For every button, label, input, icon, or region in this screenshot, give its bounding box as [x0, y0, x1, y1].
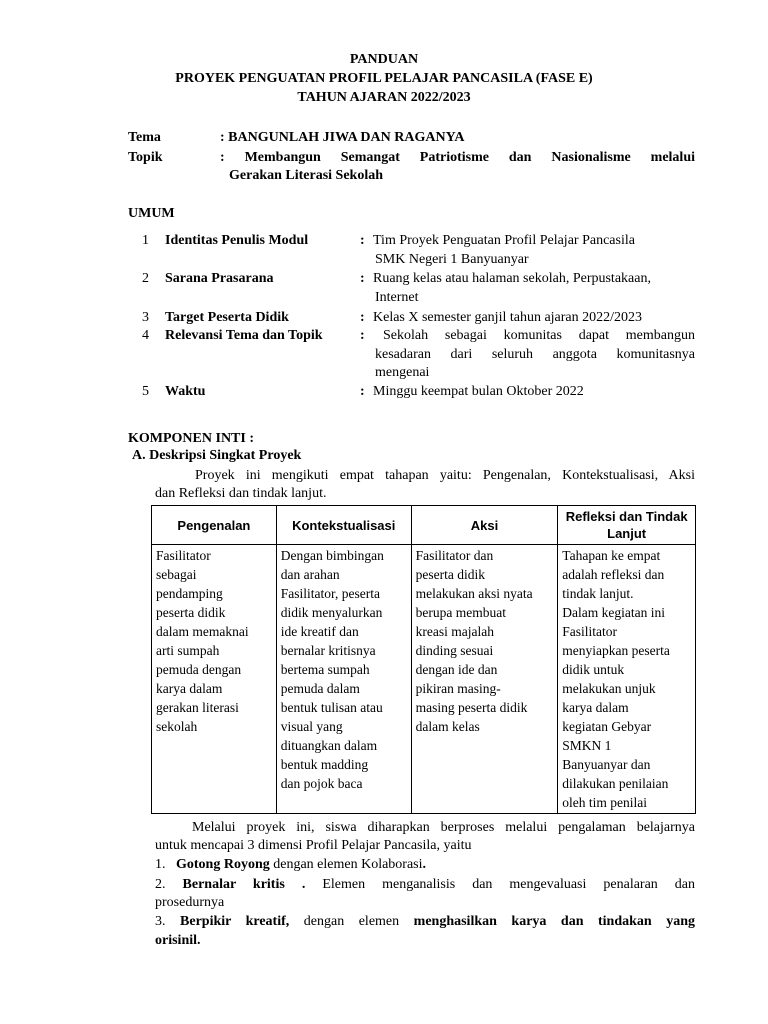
table-cell-line: Fasilitator — [562, 624, 618, 639]
list-number: 3. — [155, 914, 166, 929]
table-cell-line: kegiatan Gebyar — [562, 719, 652, 734]
umum-row-colon: : — [360, 328, 365, 343]
table-cell-line: dinding sesuai — [415, 643, 494, 658]
table-cell-line: didik menyalurkan — [280, 605, 383, 620]
umum-row-label: Identitas Penulis Modul — [165, 233, 309, 248]
table-cell — [558, 545, 696, 814]
table-row — [152, 545, 696, 814]
table-cell-line: karya dalam — [562, 700, 629, 715]
table-cell-line: dengan ide dan — [415, 662, 498, 677]
umum-row-colon: : — [360, 384, 365, 399]
table-cell — [276, 545, 411, 814]
table-cell-line: gerakan literasi — [156, 700, 239, 715]
table-cell-line: bentuk madding — [280, 757, 369, 772]
dimension-item-2 — [155, 876, 695, 894]
table-cell-line: didik untuk — [562, 662, 625, 677]
table-cell-line: bernalar kritisnya — [280, 643, 376, 658]
table-cell-line: oleh tim penilai — [562, 795, 648, 810]
table-header-cell: Refleksi dan Tindak Lanjut — [558, 506, 696, 545]
list-rest: dengan elemen — [289, 914, 414, 929]
umum-row-value: Minggu keempat bulan Oktober 2022 — [373, 384, 584, 399]
umum-row-num: 3 — [142, 310, 149, 325]
umum-row-value-2: kesadaran dari seluruh anggota komunitasnya — [375, 347, 695, 362]
umum-row-num: 2 — [142, 271, 149, 286]
umum-heading: UMUM — [128, 206, 175, 221]
table-cell-line: pendamping — [156, 586, 223, 601]
table-cell-line: peserta didik — [415, 567, 486, 582]
topik-label: Topik — [128, 150, 163, 165]
umum-row-colon: : — [360, 310, 365, 325]
umum-row-num: 5 — [142, 384, 149, 399]
umum-row-value: Tim Proyek Penguatan Profil Pelajar Pancasila — [373, 233, 635, 248]
umum-row-value: Kelas X semester ganjil tahun ajaran 2022/2023 — [373, 310, 643, 325]
topik-value-line-1: : Membangun Semangat Patriotisme dan Nasionalisme melalui — [220, 150, 695, 165]
table-header-cell: Kontekstualisasi — [276, 506, 411, 545]
umum-row-label: Sarana Prasarana — [165, 271, 274, 286]
table-cell-line: melakukan unjuk — [562, 681, 656, 696]
table-cell-line: berupa membuat — [415, 605, 507, 620]
list-bold-2: menghasilkan karya dan tindakan yang — [413, 914, 695, 929]
table-cell-line: visual yang — [280, 719, 343, 734]
table-cell-line: dan arahan — [280, 567, 340, 582]
table-header-cell: Pengenalan — [152, 506, 277, 545]
intro-line-2: dan Refleksi dan tindak lanjut. — [155, 486, 327, 501]
umum-row-value-2: Internet — [375, 290, 419, 305]
table-cell-line: adalah refleksi dan — [562, 567, 665, 582]
table-cell — [152, 545, 277, 814]
table-cell-line: melakukan aksi nyata — [415, 586, 533, 601]
table-cell-line: dan pojok baca — [280, 776, 363, 791]
dimension-item-3-line-2: orisinil. — [155, 933, 201, 948]
table-cell-line: menyiapkan peserta — [562, 643, 670, 658]
tema-label: Tema — [128, 130, 161, 145]
table-cell-line: SMKN 1 — [562, 738, 612, 753]
topik-value-line-2: Gerakan Literasi Sekolah — [229, 168, 384, 183]
table-cell-line: masing peserta didik — [415, 700, 528, 715]
table-cell-line: dalam kelas — [415, 719, 480, 734]
table-cell-line: Fasilitator, peserta — [280, 586, 380, 601]
list-rest: Elemen menganalisis dan mengevaluasi penalaran dan — [305, 877, 696, 892]
table-cell-line: tindak lanjut. — [562, 586, 634, 601]
list-bold: Berpikir kreatif, — [180, 914, 290, 929]
umum-row-label: Target Peserta Didik — [165, 310, 289, 325]
table-cell-line: Tahapan ke empat — [562, 548, 661, 563]
table-cell-line: Banyuanyar dan — [562, 757, 651, 772]
komponen-heading: KOMPONEN INTI : — [128, 431, 254, 446]
list-tail: . — [422, 857, 427, 872]
umum-row-colon: : — [360, 233, 365, 248]
list-number: 2. — [155, 877, 166, 892]
umum-row-value: Sekolah sebagai komunitas dapat membangun — [383, 328, 695, 343]
outro-line-1: Melalui proyek ini, siswa diharapkan berproses melalui pengalaman belajarnya — [192, 820, 695, 835]
table-cell-line: sebagai — [156, 567, 197, 582]
stages-table — [151, 505, 696, 814]
umum-row-value-3: mengenai — [375, 365, 430, 380]
umum-row-label: Waktu — [165, 384, 206, 399]
outro-line-2: untuk mencapai 3 dimensi Profil Pelajar Pancasila, yaitu — [155, 838, 472, 853]
umum-row-colon: : — [360, 271, 365, 286]
table-header-cell: Aksi — [411, 506, 558, 545]
table-cell — [411, 545, 558, 814]
table-cell-line: sekolah — [156, 719, 198, 734]
table-cell-line: arti sumpah — [156, 643, 220, 658]
table-cell-line: Fasilitator dan — [415, 548, 494, 563]
table-cell-line: pikiran masing- — [415, 681, 501, 696]
tema-value: : BANGUNLAH JIWA DAN RAGANYA — [220, 130, 465, 145]
dimension-item-1 — [155, 856, 426, 874]
intro-line-1: Proyek ini mengikuti empat tahapan yaitu: Pengenalan, Kontekstualisasi, Aksi — [195, 468, 695, 483]
table-header-row — [152, 506, 696, 545]
table-cell-line: dalam memaknai — [156, 624, 249, 639]
dimension-item-3 — [155, 913, 695, 931]
title-line-3: TAHUN AJARAN 2022/2023 — [297, 90, 471, 105]
table-cell-line: ide kreatif dan — [280, 624, 359, 639]
title-line-1: PANDUAN — [349, 52, 419, 67]
table-cell-line: karya dalam — [156, 681, 223, 696]
table-cell-line: dilakukan penilaian — [562, 776, 669, 791]
title-line-2: PROYEK PENGUATAN PROFIL PELAJAR PANCASILA (FASE E) — [175, 71, 593, 86]
list-rest: dengan elemen Kolaborasi — [269, 857, 423, 872]
umum-row-num: 4 — [142, 328, 149, 343]
table-cell-line: pemuda dalam — [280, 681, 360, 696]
table-cell-line: dituangkan dalam — [280, 738, 378, 753]
table-cell-line: pemuda dengan — [156, 662, 242, 677]
table-cell-line: bentuk tulisan atau — [280, 700, 383, 715]
umum-row-label: Relevansi Tema dan Topik — [165, 328, 323, 343]
table-cell-line: Dalam kegiatan ini — [562, 605, 665, 620]
table-cell-line: bertema sumpah — [280, 662, 370, 677]
table-cell-line: Dengan bimbingan — [280, 548, 384, 563]
umum-row-value-2: SMK Negeri 1 Banyuanyar — [375, 252, 529, 267]
dimension-item-2-line-2: prosedurnya — [155, 895, 225, 910]
list-bold: Gotong Royong — [176, 857, 270, 872]
list-number: 1. — [155, 857, 166, 872]
table-cell-line: peserta didik — [156, 605, 226, 620]
table-cell-line: Fasilitator — [156, 548, 211, 563]
subheading-a: A. Deskripsi Singkat Proyek — [132, 448, 302, 463]
umum-row-num: 1 — [142, 233, 149, 248]
list-bold: Bernalar kritis . — [182, 877, 306, 892]
umum-row-value: Ruang kelas atau halaman sekolah, Perpustakaan, — [373, 271, 651, 286]
table-cell-line: kreasi majalah — [415, 624, 495, 639]
